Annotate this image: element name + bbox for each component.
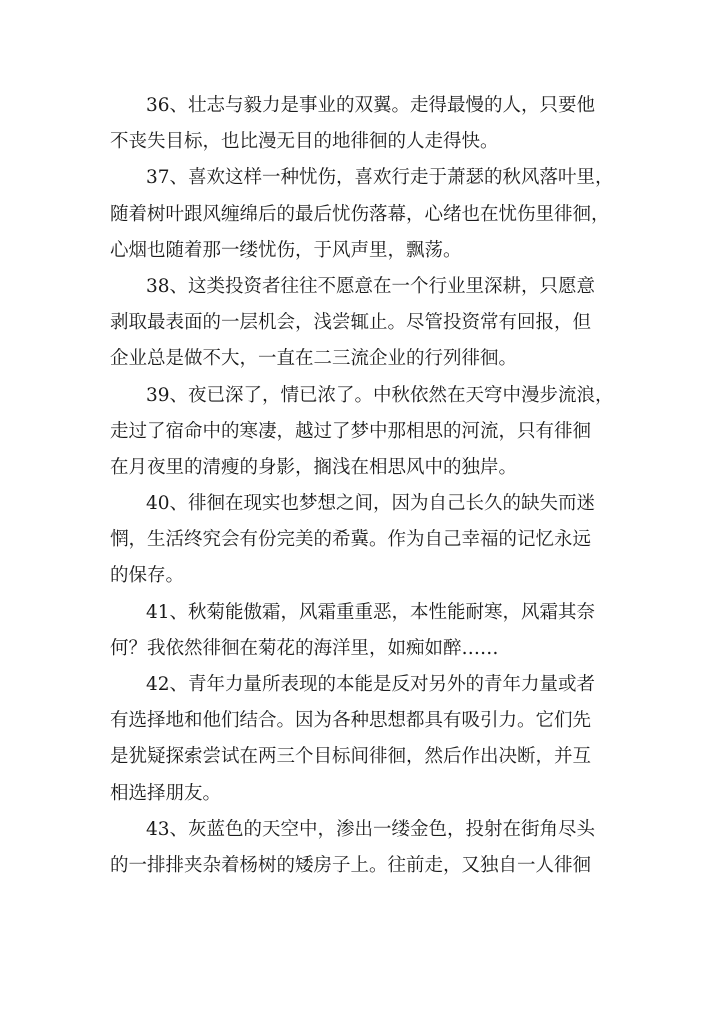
- paragraph-line: 36、壮志与毅力是事业的双翼。走得最慢的人，只要他: [146, 95, 596, 116]
- document-body: [110, 88, 614, 884]
- paragraph-line: 41、秋菊能傲霜，风霜重重恶，本性能耐寒，风霜其奈: [146, 601, 596, 623]
- paragraph-39: [110, 378, 614, 487]
- paragraph-line: 42、青年力量所表现的本能是反对另外的青年力量或者: [146, 674, 596, 695]
- paragraph-line: 39、夜已深了，情已浓了。中秋依然在天穹中漫步流浪，: [146, 384, 614, 406]
- paragraph-line: 企业总是做不大，一直在二三流企业的行列徘徊。: [110, 348, 518, 370]
- paragraph-line: 40、徘徊在现实也梦想之间，因为自己长久的缺失而迷: [146, 493, 596, 515]
- paragraph-line: 有选择地和他们结合。因为各种思想都具有吸引力。它们先: [110, 710, 592, 732]
- paragraph-37: [110, 160, 614, 269]
- paragraph-line: 何？我依然徘徊在菊花的海洋里，如痴如醉……: [110, 637, 499, 659]
- paragraph-line: 43、灰蓝色的天空中，渗出一缕金色，投射在街角尽头: [146, 818, 596, 840]
- paragraph-line: 的一排排夹杂着杨树的矮房子上。往前走，又独自一人徘徊: [110, 854, 592, 876]
- paragraph-line: 是犹疑探索尝试在两三个目标间徘徊，然后作出决断，并互: [110, 746, 592, 768]
- paragraph-line: 剥取最表面的一层机会，浅尝辄止。尽管投资常有回报，但: [110, 312, 592, 334]
- paragraph-line: 在月夜里的清瘦的身影，搁浅在相思风中的独岸。: [110, 456, 518, 478]
- paragraph-line: 相选择朋友。: [110, 782, 222, 804]
- paragraph-42: [110, 667, 610, 812]
- paragraph-line: 随着树叶跟风缠绵后的最后忧伤落幕，心绪也在忧伤里徘徊，: [110, 203, 610, 225]
- paragraph-line: 心烟也随着那一缕忧伤，于风声里，飘荡。: [110, 239, 462, 261]
- paragraph-41: [110, 595, 610, 667]
- paragraph-line: 38、这类投资者往往不愿意在一个行业里深耕，只愿意: [146, 275, 596, 297]
- paragraph-line: 惘，生活终究会有份完美的希冀。作为自己幸福的记忆永远: [110, 529, 592, 551]
- paragraph-line: 37、喜欢这样一种忧伤，喜欢行走于萧瑟的秋风落叶里，: [146, 167, 614, 189]
- paragraph-38: [110, 269, 610, 378]
- paragraph-36: [110, 88, 610, 160]
- paragraph-line: 的保存。: [110, 565, 185, 587]
- paragraph-line: 不丧失目标，也比漫无目的地徘徊的人走得快。: [110, 131, 499, 153]
- paragraph-line: 走过了宿命中的寒凄，越过了梦中那相思的河流，只有徘徊: [110, 420, 592, 442]
- paragraph-43: [110, 812, 610, 884]
- paragraph-40: [110, 486, 610, 595]
